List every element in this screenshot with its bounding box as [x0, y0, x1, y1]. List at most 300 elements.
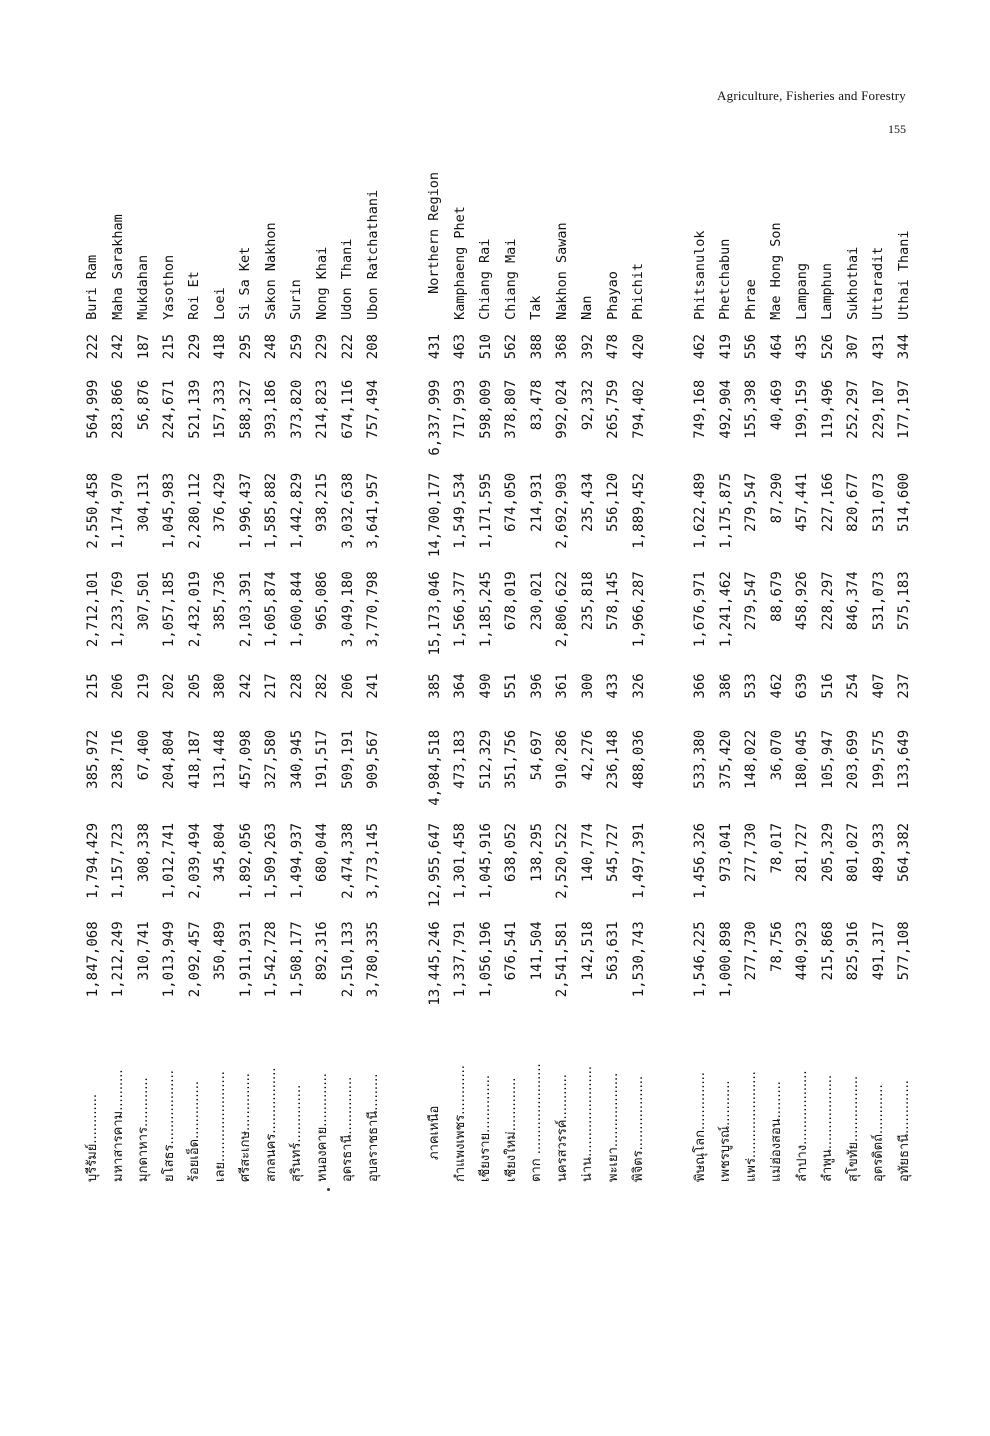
value-col-3: 191,517 — [314, 729, 331, 789]
value-col-8: 344 — [896, 333, 913, 360]
value-col-1: 142,518 — [579, 921, 596, 981]
page-number: 155 — [888, 122, 906, 136]
value-col-5: 846,374 — [845, 571, 862, 631]
value-col-2: 973,041 — [717, 822, 734, 882]
value-col-6: 235,434 — [579, 472, 596, 532]
province-english-name: Kamphaeng Phet — [451, 206, 468, 320]
value-col-3: 148,022 — [743, 729, 760, 789]
province-thai-name: ร้อยเอ็ด.............. — [187, 1081, 203, 1182]
value-col-6: 531,073 — [870, 472, 887, 532]
province-english-name: Northern Region — [426, 172, 442, 294]
value-col-6: 304,131 — [135, 472, 152, 532]
value-col-6: 674,050 — [503, 472, 520, 532]
table-row — [448, 172, 474, 1182]
group-spacer — [652, 172, 688, 1182]
value-col-8: 431 — [426, 333, 443, 360]
value-col-1: 277,730 — [743, 921, 760, 981]
value-col-1: 577,108 — [896, 921, 913, 981]
table-row — [713, 172, 739, 1182]
value-col-4: 490 — [477, 673, 494, 699]
value-col-5: 307,501 — [135, 571, 152, 631]
table-row — [361, 172, 387, 1182]
province-english-name: Yasothon — [160, 254, 177, 320]
value-col-2: 345,804 — [212, 822, 229, 882]
value-col-5: 1,057,185 — [161, 571, 178, 648]
value-col-3: 36,070 — [768, 729, 785, 781]
value-col-2: 1,497,391 — [630, 822, 647, 899]
value-col-7: 157,333 — [212, 379, 229, 439]
value-col-6: 556,120 — [605, 472, 622, 532]
value-col-3: 180,045 — [794, 729, 811, 789]
province-thai-name: ลำปาง.................. — [794, 1070, 810, 1182]
value-col-2: 12,955,647 — [426, 822, 443, 908]
province-english-name: Nakhon Sawan — [553, 222, 570, 320]
value-col-4: 202 — [161, 673, 178, 699]
value-col-8: 464 — [768, 333, 785, 360]
value-col-4: 217 — [263, 673, 280, 699]
value-col-4: 380 — [212, 673, 229, 699]
value-col-5: 3,049,180 — [339, 571, 356, 648]
value-col-1: 1,546,225 — [692, 921, 709, 998]
value-col-3: 418,187 — [186, 729, 203, 789]
value-col-1: 2,092,457 — [186, 921, 203, 998]
value-col-1: 1,212,249 — [110, 921, 127, 998]
value-col-5: 2,432,019 — [186, 571, 203, 648]
province-english-name: Buri Ram — [84, 254, 100, 320]
value-col-7: 6,337,999 — [426, 379, 443, 456]
table-row — [739, 172, 765, 1182]
province-english-name: Nong Khai — [313, 246, 330, 320]
table-row — [284, 172, 310, 1182]
value-col-3: 375,420 — [717, 729, 734, 789]
table-row — [157, 172, 183, 1182]
table-row — [550, 172, 576, 1182]
province-english-name: Mukdahan — [135, 254, 151, 320]
value-col-4: 237 — [896, 673, 913, 699]
value-col-5: 1,185,245 — [477, 571, 494, 648]
province-thai-name: ภาคเหนือ — [427, 1105, 443, 1160]
value-col-6: 2,550,458 — [84, 472, 101, 549]
value-col-3: 133,649 — [896, 729, 913, 789]
province-thai-name: อุดรธานี.............. — [340, 1076, 356, 1182]
value-col-4: 551 — [503, 673, 520, 699]
value-col-1: 310,741 — [135, 921, 152, 981]
value-col-1: 1,542,728 — [263, 921, 280, 998]
value-col-7: 83,478 — [528, 379, 545, 431]
value-col-2: 78,017 — [768, 822, 785, 874]
province-english-name: Udon Thani — [339, 238, 355, 320]
value-col-6: 1,549,534 — [452, 472, 469, 549]
value-col-4: 639 — [794, 673, 811, 699]
value-col-7: 119,496 — [819, 379, 836, 439]
value-col-4: 364 — [452, 673, 469, 699]
value-col-1: 1,847,068 — [84, 921, 101, 998]
table-row — [815, 172, 841, 1182]
value-col-4: 206 — [110, 673, 127, 699]
value-col-3: 457,098 — [237, 729, 254, 789]
value-col-4: 386 — [717, 673, 734, 699]
province-thai-name: เชียงราย.............. — [478, 1075, 494, 1182]
value-col-3: 131,448 — [212, 729, 229, 789]
value-col-8: 259 — [288, 333, 305, 360]
value-col-2: 801,027 — [845, 822, 862, 882]
value-col-3: 473,183 — [452, 729, 469, 789]
value-col-4: 533 — [743, 673, 760, 699]
table-row — [131, 172, 157, 1182]
value-col-3: 385,972 — [84, 729, 101, 789]
value-col-5: 578,145 — [605, 571, 622, 631]
value-col-3: 105,947 — [819, 729, 836, 789]
value-col-5: 88,679 — [768, 571, 785, 622]
value-col-5: 1,676,971 — [692, 571, 709, 648]
value-col-4: 326 — [630, 673, 647, 699]
province-english-name: Maha Sarakham — [109, 214, 126, 320]
value-col-3: 909,567 — [365, 729, 382, 789]
value-col-1: 440,923 — [794, 921, 811, 981]
value-col-6: 214,931 — [528, 472, 545, 532]
value-col-1: 1,000,898 — [717, 921, 734, 998]
province-english-name: Roi Et — [186, 271, 202, 320]
value-col-6: 2,280,112 — [186, 472, 203, 549]
value-col-4: 206 — [339, 673, 356, 699]
value-col-7: 674,116 — [339, 379, 356, 439]
value-col-8: 295 — [237, 333, 254, 360]
value-col-6: 1,175,875 — [717, 472, 734, 549]
province-thai-name: ศรีสะเกษ.............. — [238, 1073, 254, 1182]
province-thai-name: สุรินทร์.............. — [289, 1084, 305, 1182]
value-col-2: 2,039,494 — [186, 822, 203, 899]
value-col-5: 531,073 — [870, 571, 887, 631]
value-col-2: 3,773,145 — [365, 822, 382, 899]
table-row — [866, 172, 892, 1182]
value-col-7: 56,876 — [135, 379, 152, 431]
value-col-4: 462 — [768, 673, 785, 699]
table-row — [182, 172, 208, 1182]
table-row — [892, 172, 918, 1182]
value-col-3: 54,697 — [528, 729, 545, 781]
value-col-6: 87,290 — [768, 472, 785, 524]
value-col-8: 419 — [717, 333, 734, 360]
value-col-2: 2,474,338 — [339, 822, 356, 899]
value-col-5: 2,103,391 — [237, 571, 254, 648]
province-english-name: Chiang Rai — [477, 238, 493, 320]
value-col-7: 92,332 — [579, 379, 596, 431]
value-col-5: 1,241,462 — [717, 571, 734, 648]
value-col-8: 431 — [870, 333, 887, 360]
province-english-name: Uthai Thani — [895, 230, 912, 320]
province-english-name: Phichit — [630, 263, 646, 320]
value-col-4: 241 — [365, 673, 382, 699]
value-col-8: 215 — [161, 333, 178, 360]
value-col-8: 392 — [579, 333, 596, 360]
table-row — [310, 172, 336, 1182]
value-col-5: 230,021 — [528, 571, 545, 631]
value-col-6: 376,429 — [212, 472, 229, 532]
province-english-name: Si Sa Ket — [237, 246, 253, 320]
table-row — [106, 172, 132, 1182]
value-col-8: 229 — [186, 333, 203, 360]
value-col-8: 368 — [554, 333, 571, 360]
table-row — [626, 172, 652, 1182]
value-col-8: 462 — [692, 333, 709, 360]
value-col-6: 1,585,882 — [263, 472, 280, 549]
value-col-3: 236,148 — [605, 729, 622, 789]
value-col-6: 1,889,452 — [630, 472, 647, 549]
value-col-1: 1,508,177 — [288, 921, 305, 998]
province-thai-name: สุโขทัย................ — [845, 1075, 861, 1182]
value-col-7: 598,009 — [477, 379, 494, 439]
province-english-name: Nan — [579, 295, 595, 320]
value-col-1: 1,911,931 — [237, 921, 254, 998]
value-col-3: 204,804 — [161, 729, 178, 789]
value-col-8: 420 — [630, 333, 647, 360]
province-english-name: Phetchabun — [717, 238, 733, 320]
value-col-2: 277,730 — [743, 822, 760, 882]
value-col-7: 283,866 — [110, 379, 127, 439]
value-col-4: 433 — [605, 673, 622, 699]
value-col-7: 199,159 — [794, 379, 811, 439]
value-col-6: 3,032,638 — [339, 472, 356, 549]
value-col-1: 491,317 — [870, 921, 887, 981]
value-col-6: 3,641,957 — [365, 472, 382, 549]
value-col-1: 141,504 — [528, 921, 545, 981]
value-col-2: 140,774 — [579, 822, 596, 882]
province-thai-name: พิจิตร.................. — [631, 1076, 647, 1182]
value-col-3: 203,699 — [845, 729, 862, 789]
province-thai-name: สกลนคร................ — [263, 1067, 279, 1182]
value-col-8: 248 — [263, 333, 280, 360]
value-col-2: 489,933 — [870, 822, 887, 882]
province-thai-name: ยโสธร.................. — [161, 1070, 177, 1182]
value-col-8: 242 — [110, 333, 127, 360]
province-thai-name: บุรีรัมย์............ — [85, 1094, 101, 1182]
statistics-table — [80, 172, 917, 1182]
value-col-5: 235,818 — [579, 571, 596, 631]
value-col-1: 350,489 — [212, 921, 229, 981]
value-col-7: 492,904 — [717, 379, 734, 439]
province-english-name: Chiang Mai — [502, 238, 519, 320]
value-col-2: 680,044 — [314, 822, 331, 882]
value-col-2: 2,520,522 — [554, 822, 571, 899]
value-col-8: 388 — [528, 333, 545, 360]
province-english-name: Mae Hong Son — [768, 222, 784, 320]
value-col-3: 42,276 — [579, 729, 596, 781]
value-col-1: 78,756 — [768, 921, 785, 972]
value-col-3: 340,945 — [288, 729, 305, 789]
province-thai-name: อุบลราชธานี......... — [365, 1073, 381, 1182]
value-col-6: 14,700,177 — [426, 472, 443, 558]
scan-speck — [327, 1188, 330, 1191]
value-col-6: 279,547 — [743, 472, 760, 532]
province-thai-name: มุกดาหาร............ — [136, 1077, 152, 1182]
value-col-5: 3,770,798 — [365, 571, 382, 648]
value-col-1: 13,445,246 — [426, 921, 443, 1006]
province-thai-name: น่าน...................... — [580, 1066, 596, 1182]
table-row — [259, 172, 285, 1182]
province-english-name: Lamphun — [819, 263, 835, 320]
value-col-3: 238,716 — [110, 729, 127, 789]
value-col-7: 155,398 — [743, 379, 760, 439]
value-col-5: 1,233,769 — [110, 571, 127, 648]
province-thai-name: มหาสารคาม.......... — [110, 1069, 126, 1182]
value-col-5: 228,297 — [819, 571, 836, 631]
value-col-3: 327,580 — [263, 729, 280, 789]
value-col-7: 224,671 — [161, 379, 178, 439]
value-col-5: 458,926 — [794, 571, 811, 631]
value-col-2: 1,045,916 — [477, 822, 494, 899]
value-col-5: 385,736 — [212, 571, 229, 631]
value-col-8: 187 — [135, 333, 152, 360]
value-col-1: 563,631 — [605, 921, 622, 981]
value-col-6: 2,692,903 — [554, 472, 571, 549]
table-row — [601, 172, 627, 1182]
table-row — [233, 172, 259, 1182]
value-col-4: 205 — [186, 673, 203, 699]
value-col-7: 177,197 — [896, 379, 913, 439]
value-col-6: 1,442,829 — [288, 472, 305, 549]
province-thai-name: พิษณุโลก.............. — [692, 1072, 708, 1182]
value-col-6: 938,215 — [314, 472, 331, 532]
value-col-1: 2,541,581 — [554, 921, 571, 998]
value-col-5: 575,183 — [896, 571, 913, 631]
province-english-name: Phitsanulok — [691, 230, 708, 320]
value-col-1: 676,541 — [503, 921, 520, 981]
value-col-3: 509,191 — [339, 729, 356, 789]
value-col-2: 545,727 — [605, 822, 622, 882]
value-col-2: 1,494,937 — [288, 822, 305, 899]
province-thai-name: เลย...................... — [212, 1071, 228, 1182]
value-col-1: 215,868 — [819, 921, 836, 981]
value-col-8: 208 — [365, 333, 382, 360]
table-row — [80, 172, 106, 1182]
province-english-name: Phrae — [742, 279, 759, 320]
value-col-6: 820,677 — [845, 472, 862, 532]
province-thai-name: เพชรบูรณ์........... — [718, 1080, 734, 1182]
value-col-5: 2,806,622 — [554, 571, 571, 648]
province-thai-name: อุทัยธานี............. — [896, 1080, 912, 1182]
province-english-name: Loei — [211, 287, 228, 320]
table-row — [335, 172, 361, 1182]
province-thai-name: อุตรดิตถ์............ — [871, 1084, 887, 1182]
value-col-1: 1,013,949 — [161, 921, 178, 998]
value-col-6: 1,622,489 — [692, 472, 709, 549]
value-col-2: 138,295 — [528, 822, 545, 882]
table-row — [499, 172, 525, 1182]
value-col-1: 3,780,335 — [365, 921, 382, 998]
value-col-1: 1,056,196 — [477, 921, 494, 998]
value-col-2: 1,157,723 — [110, 822, 127, 899]
province-thai-name: ลำพูน.................. — [820, 1074, 836, 1182]
value-col-2: 1,012,741 — [161, 822, 178, 899]
value-col-2: 1,892,056 — [237, 822, 254, 899]
value-col-6: 457,441 — [794, 472, 811, 532]
value-col-4: 407 — [870, 673, 887, 699]
value-col-3: 4,984,518 — [426, 729, 443, 806]
province-english-name: Tak — [528, 295, 544, 320]
table-row — [764, 172, 790, 1182]
value-col-7: 373,820 — [288, 379, 305, 439]
value-col-5: 1,966,287 — [630, 571, 647, 648]
value-col-4: 516 — [819, 673, 836, 699]
region-total-row — [422, 172, 448, 1182]
value-col-8: 556 — [743, 333, 760, 360]
value-col-7: 214,823 — [314, 379, 331, 439]
value-col-3: 533,380 — [692, 729, 709, 789]
value-col-3: 910,286 — [554, 729, 571, 789]
value-col-8: 307 — [845, 333, 862, 360]
value-col-8: 510 — [477, 333, 494, 360]
value-col-7: 378,807 — [503, 379, 520, 439]
province-english-name: Lampang — [793, 263, 810, 320]
province-english-name: Uttaradit — [870, 246, 886, 320]
value-col-5: 678,019 — [503, 571, 520, 631]
running-header-title: Agriculture, Fisheries and Forestry — [717, 88, 906, 103]
province-thai-name: ตาก ...................... — [529, 1063, 545, 1182]
province-thai-name: เชียงใหม่............. — [503, 1077, 519, 1182]
value-col-7: 794,402 — [630, 379, 647, 439]
value-col-2: 1,509,263 — [263, 822, 280, 899]
value-col-8: 526 — [819, 333, 836, 360]
province-english-name: Phayao — [604, 271, 621, 320]
value-col-5: 1,605,874 — [263, 571, 280, 648]
value-col-7: 749,168 — [692, 379, 709, 439]
province-thai-name: นครสวรรค์........... — [554, 1074, 570, 1182]
value-col-2: 281,727 — [794, 822, 811, 882]
value-col-2: 1,301,458 — [452, 822, 469, 899]
value-col-8: 222 — [339, 333, 356, 360]
value-col-7: 717,993 — [452, 379, 469, 439]
value-col-8: 562 — [503, 333, 520, 360]
value-col-3: 67,400 — [135, 729, 152, 781]
value-col-6: 1,174,970 — [110, 472, 127, 549]
value-col-2: 308,338 — [135, 822, 152, 882]
province-thai-name: แพร่..................... — [743, 1071, 759, 1182]
table-row — [473, 172, 499, 1182]
value-col-5: 1,566,377 — [452, 571, 469, 648]
province-english-name: Ubon Ratchathani — [364, 189, 381, 320]
value-col-4: 396 — [528, 673, 545, 699]
value-col-8: 418 — [212, 333, 229, 360]
value-col-3: 488,036 — [630, 729, 647, 789]
value-col-1: 2,510,133 — [339, 921, 356, 998]
table-row — [790, 172, 816, 1182]
table-row — [208, 172, 234, 1182]
value-col-2: 1,794,429 — [84, 822, 101, 899]
value-col-7: 229,107 — [870, 379, 887, 439]
value-col-4: 242 — [237, 673, 254, 699]
value-col-3: 199,575 — [870, 729, 887, 789]
value-col-8: 435 — [794, 333, 811, 360]
province-english-name: Sakon Nakhon — [262, 222, 279, 320]
province-english-name: Sukhothai — [844, 246, 861, 320]
table-row — [575, 172, 601, 1182]
value-col-2: 638,052 — [503, 822, 520, 882]
value-col-2: 205,329 — [819, 822, 836, 882]
province-thai-name: หนองคาย............. — [314, 1073, 330, 1182]
value-col-6: 1,171,595 — [477, 472, 494, 549]
value-col-7: 564,999 — [84, 379, 101, 439]
value-col-7: 40,469 — [768, 379, 785, 431]
value-col-6: 227,166 — [819, 472, 836, 532]
value-col-1: 1,530,743 — [630, 921, 647, 998]
value-col-1: 825,916 — [845, 921, 862, 981]
value-col-7: 757,494 — [365, 379, 382, 439]
value-col-6: 1,996,437 — [237, 472, 254, 549]
value-col-4: 300 — [579, 673, 596, 699]
table-row — [524, 172, 550, 1182]
province-thai-name: พะเยา.................. — [605, 1072, 621, 1182]
value-col-2: 1,456,326 — [692, 822, 709, 899]
